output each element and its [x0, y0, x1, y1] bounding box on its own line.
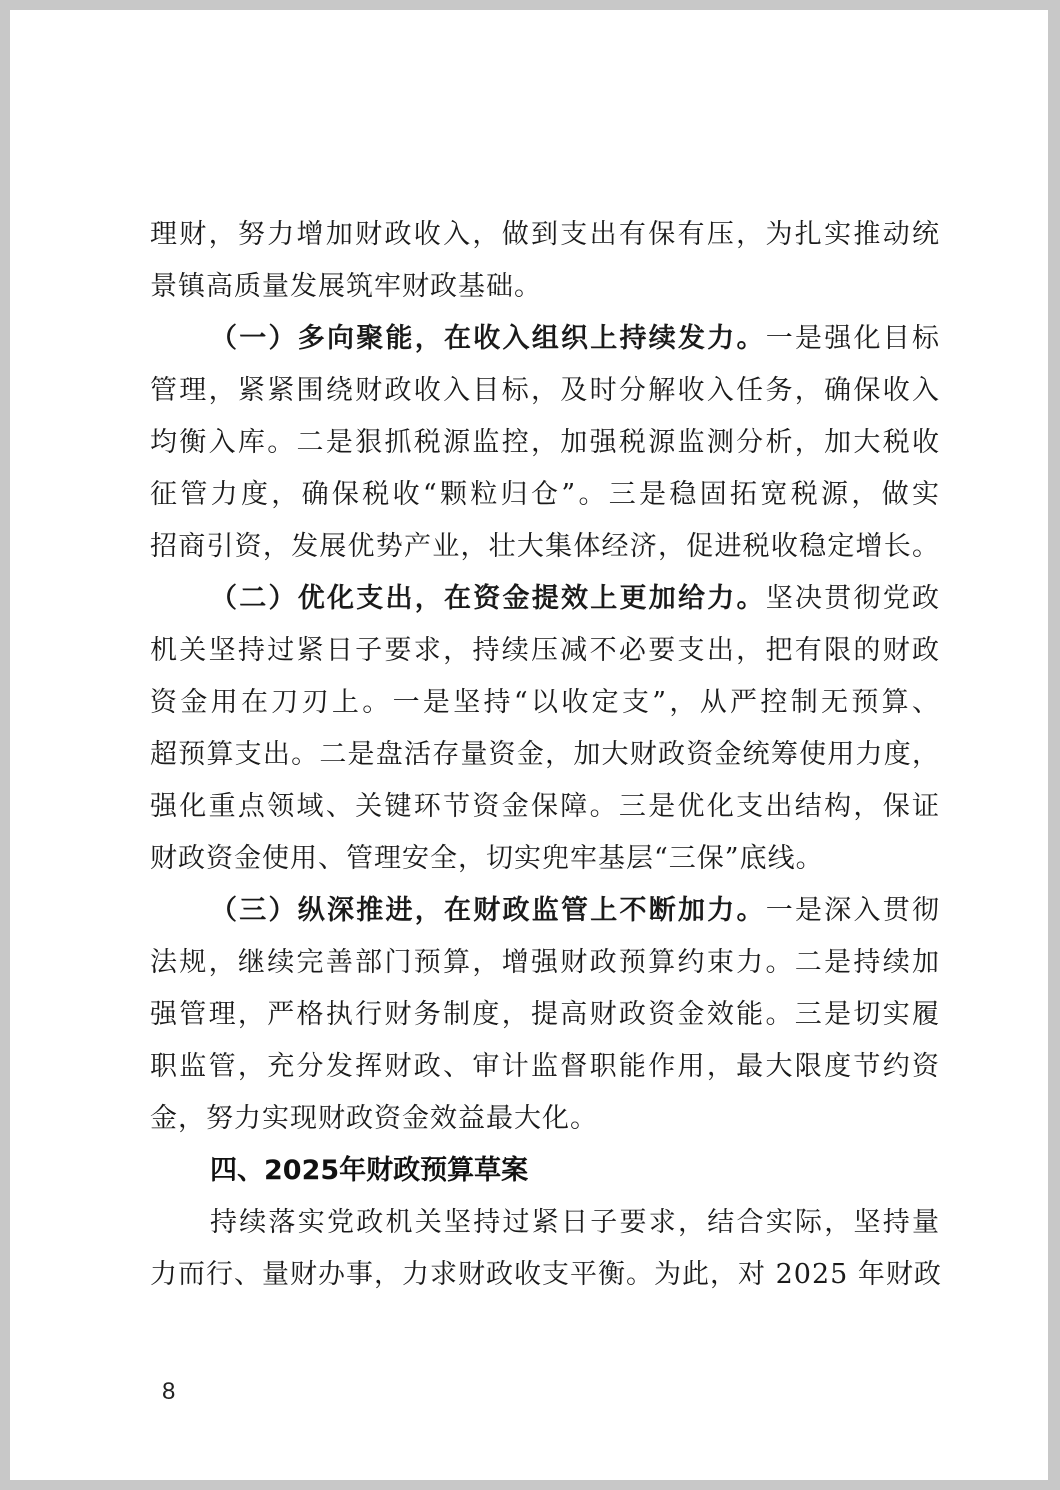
text-line: 财政资金使用、管理安全，切实兜牢基层“三保”底线。: [150, 843, 824, 874]
text-line: 景镇高质量发展筑牢财政基础。: [150, 271, 542, 302]
text-line: 资金用在刀刃上。一是坚持“以收定支”，从严控制无预算、: [150, 687, 940, 718]
text-line: 金，努力实现财政资金效益最大化。: [150, 1103, 598, 1134]
section-heading: （二）优化支出，在资金提效上更加给力。: [210, 583, 766, 614]
text-line: 征管力度，确保税收“颗粒归仓”。三是稳固拓宽税源，做实: [150, 479, 940, 510]
text-line: 力而行、量财办事，力求财政收支平衡。为此，对 2025 年财政: [150, 1259, 942, 1290]
text-line: 管理，紧紧围绕财政收入目标，及时分解收入任务，确保收入: [150, 375, 940, 406]
section-line: （三）纵深推进，在财政监管上不断加力。一是深入贯彻: [210, 895, 940, 926]
page-number: 8: [162, 1378, 176, 1405]
text-line: 持续落实党政机关坚持过紧日子要求，结合实际，坚持量: [210, 1207, 940, 1238]
text-line: 强管理，严格执行财务制度，提高财政资金效能。三是切实履: [150, 999, 940, 1030]
section-line: （一）多向聚能，在收入组织上持续发力。一是强化目标: [210, 323, 940, 354]
chapter-heading: 四、2025年财政预算草案: [210, 1155, 529, 1186]
text-line: 职监管，充分发挥财政、审计监督职能作用，最大限度节约资: [150, 1051, 940, 1082]
section-heading: （三）纵深推进，在财政监管上不断加力。: [210, 895, 766, 926]
text-line: 均衡入库。二是狠抓税源监控，加强税源监测分析，加大税收: [150, 427, 940, 458]
document-page: [10, 10, 1048, 1480]
section-line: （二）优化支出，在资金提效上更加给力。坚决贯彻党政: [210, 583, 940, 614]
section-heading: （一）多向聚能，在收入组织上持续发力。: [210, 323, 766, 354]
text-line: 强化重点领域、关键环节资金保障。三是优化支出结构，保证: [150, 791, 940, 822]
text-line: 理财，努力增加财政收入，做到支出有保有压，为扎实推动统: [150, 219, 940, 250]
text-line: 机关坚持过紧日子要求，持续压减不必要支出，把有限的财政: [150, 635, 940, 666]
text-line: 法规，继续完善部门预算，增强财政预算约束力。二是持续加: [150, 947, 940, 978]
text-line: 超预算支出。二是盘活存量资金，加大财政资金统筹使用力度，: [150, 739, 940, 770]
text-line: 招商引资，发展优势产业，壮大集体经济，促进税收稳定增长。: [150, 531, 940, 562]
